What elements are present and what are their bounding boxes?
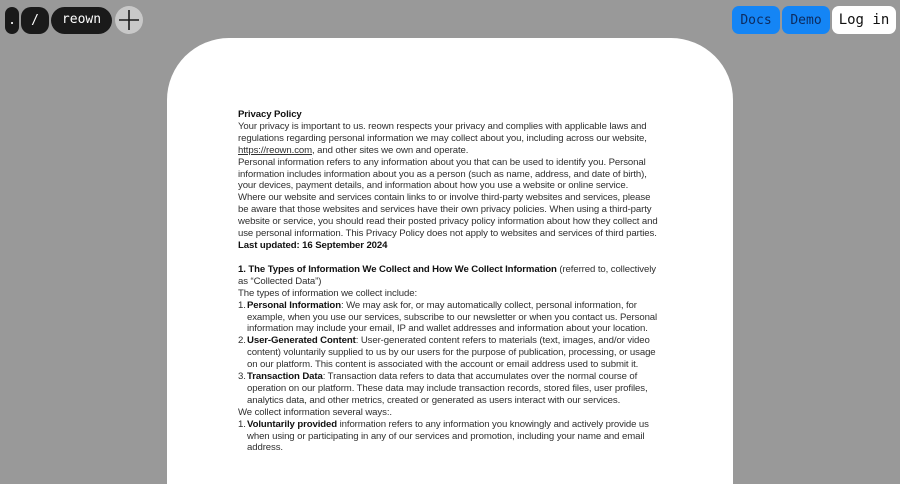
list-number: 2. xyxy=(238,335,246,347)
list-term: Personal Information xyxy=(247,299,341,311)
intro-paragraph-1 xyxy=(238,121,663,157)
ways-intro: We collect information several ways:. xyxy=(238,406,392,418)
separator-pill[interactable]: / xyxy=(21,7,49,34)
intro-text-b: , and other sites we own and operate. xyxy=(312,144,469,156)
page-title: Privacy Policy xyxy=(238,109,302,120)
list-text: information refers to any information you knowingly and actively provide us when using or participating in any of our services and promotion, including your name and email address. xyxy=(247,418,649,454)
section-1-heading xyxy=(238,264,663,288)
list-term: User-Generated Content xyxy=(247,335,356,347)
list-item xyxy=(238,418,663,455)
privacy-policy-card xyxy=(167,38,733,484)
list-term: Voluntarily provided xyxy=(247,418,338,430)
reown-link[interactable]: https://reown.com xyxy=(238,144,313,156)
list-number: 1. xyxy=(238,418,246,430)
list-text: : We may ask for, or may automatically collect, personal information, for example, when you use our services, subscribe to our newsletter or when you contact us. Personal information may include your email, IP and wallet addresses and information about your location. xyxy=(247,299,658,335)
section-1-subtitle: (referred to, collectively as “Collected Data”) xyxy=(238,263,656,287)
list-number: 3. xyxy=(238,371,246,383)
intro-paragraph-3: Where our website and services contain links to or involve third-party websites and services, please be aware that those websites and services have their own privacy policies. When using a third-party website or service, you should read their posted privacy policy information about how they collect and use personal information. This Privacy Policy does not apply to websites and services of third parties. xyxy=(238,192,658,240)
intro-paragraph-2: Personal information refers to any information about you that can be used to identify you. Personal information includes information about you as a person (such as name, address, and date of birth), your devices, payment details, and information about how you use a website or online service. xyxy=(238,156,647,192)
list-number: 1. xyxy=(238,299,246,311)
intro-text-a: Your privacy is important to us. reown respects your privacy and complies with applicable laws and regulations regarding personal information we may collect about you, including across our website, xyxy=(238,120,647,144)
list-text: : Transaction data refers to data that accumulates over the normal course of operation on our platform. These data may include transaction records, stored files, user profiles, analytics data, and other metrics, created or generated as users interact with our services. xyxy=(247,371,648,406)
root-pill[interactable]: . xyxy=(5,7,19,34)
policy-document xyxy=(238,109,663,454)
list-item xyxy=(238,335,663,371)
list-item xyxy=(238,299,663,336)
login-button[interactable]: Log in xyxy=(832,6,896,34)
last-updated: Last updated: 16 September 2024 xyxy=(238,239,388,251)
types-list xyxy=(238,300,663,407)
types-intro: The types of information we collect include: xyxy=(238,287,418,299)
demo-button[interactable]: Demo xyxy=(782,6,830,34)
list-item xyxy=(238,371,663,407)
ways-list xyxy=(238,419,663,455)
list-term: Transaction Data xyxy=(247,371,323,383)
reown-pill[interactable]: reown xyxy=(51,7,112,34)
section-spacer xyxy=(238,252,663,264)
docs-button[interactable]: Docs xyxy=(732,6,780,34)
list-text: : User-generated content refers to materials (text, images, and/or video content) voluntarily supplied to us by our users for the purpose of publication, processing, or usage on our platform. This content is associated with the account or email address used to submit it. xyxy=(247,335,656,371)
section-1-title: 1. The Types of Information We Collect and How We Collect Information xyxy=(238,263,557,275)
